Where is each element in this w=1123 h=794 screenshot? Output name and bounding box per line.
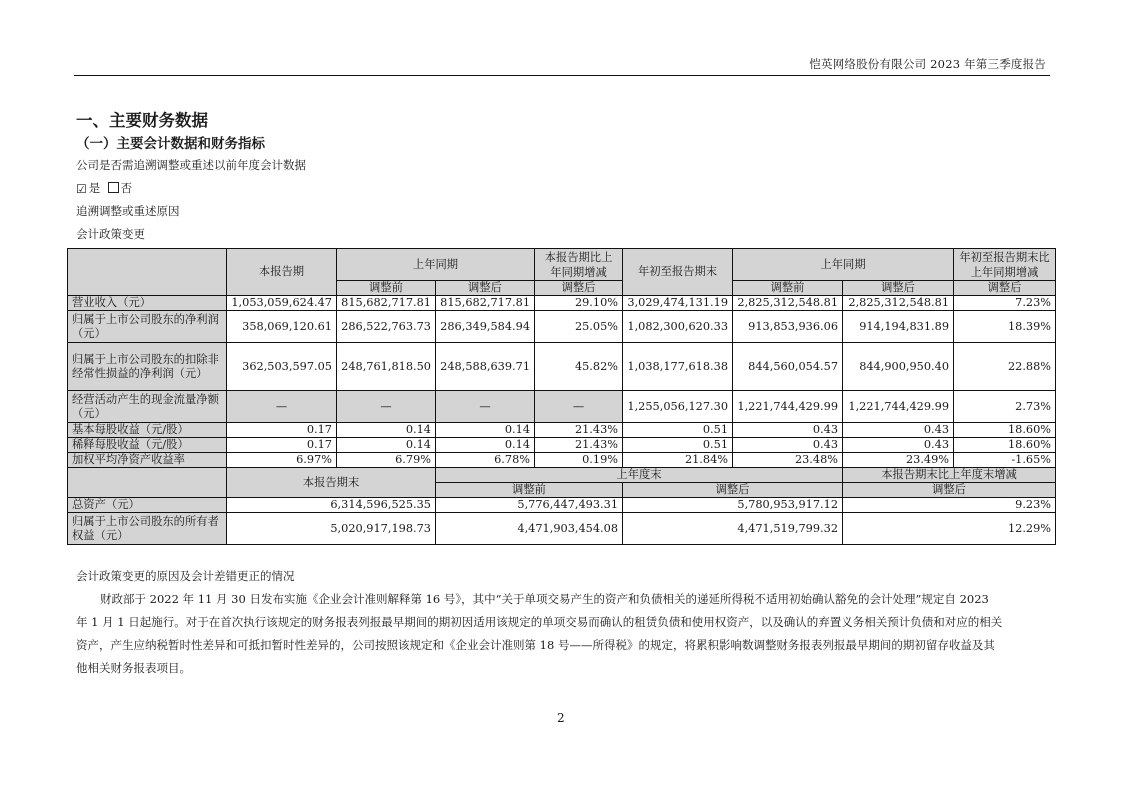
report-title: 恺英网络股份有限公司 2023 年第三季度报告 <box>809 57 1046 71</box>
cell-value: 0.14 <box>436 423 535 438</box>
row-label: 经营活动产生的现金流量净额（元） <box>68 391 227 423</box>
cell-value: 914,194,831.89 <box>843 311 954 343</box>
cell-value: — <box>227 391 337 423</box>
cell-value: 9.23% <box>843 498 1056 513</box>
cell-value: 7.23% <box>954 296 1056 311</box>
row-label: 加权平均净资产收益率 <box>68 453 227 468</box>
section-heading: 一、主要财务数据 <box>76 111 208 130</box>
restatement-options <box>76 180 132 196</box>
table-row <box>68 498 1056 513</box>
table-row <box>68 513 1056 545</box>
yes-label: 是 <box>88 181 101 195</box>
header-change-current: 本报告期比上年同期增减 <box>535 249 623 281</box>
restatement-question: 公司是否需追溯调整或重述以前年度会计数据 <box>76 158 306 172</box>
cell-value: 21.43% <box>535 423 623 438</box>
row-label: 基本每股收益（元/股） <box>68 423 227 438</box>
header-change-ytd: 年初至报告期末比上年同期增减 <box>954 249 1056 281</box>
explanation-title: 会计政策变更的原因及会计差错更正的情况 <box>76 569 295 583</box>
cell-value: 0.17 <box>227 438 337 453</box>
header-after-adj: 调整后 <box>436 281 535 296</box>
cell-value: 18.60% <box>954 438 1056 453</box>
cell-value: 2,825,312,548.81 <box>733 296 843 311</box>
cell-value: 21.84% <box>623 453 733 468</box>
page-number: 2 <box>557 711 565 725</box>
yes-checkbox[interactable]: ☑ <box>76 182 87 196</box>
header-after-adj: 调整后 <box>843 281 954 296</box>
cell-value: 358,069,120.61 <box>227 311 337 343</box>
cell-value: 1,053,059,624.47 <box>227 296 337 311</box>
row-label: 归属于上市公司股东的扣除非经常性损益的净利润（元） <box>68 343 227 391</box>
table-row <box>68 453 1056 468</box>
cell-value: 0.51 <box>623 423 733 438</box>
restatement-reason-label: 追溯调整或重述原因 <box>76 204 180 218</box>
cell-value: 0.17 <box>227 423 337 438</box>
cell-value: 4,471,519,799.32 <box>623 513 843 545</box>
header-change-year-end: 本报告期末比上年度末增减 <box>843 468 1056 483</box>
cell-value: 1,082,300,620.33 <box>623 311 733 343</box>
cell-value: — <box>535 391 623 423</box>
cell-value: 5,780,953,917.12 <box>623 498 843 513</box>
cell-value: 22.88% <box>954 343 1056 391</box>
row-label: 营业收入（元） <box>68 296 227 311</box>
cell-value: 6.78% <box>436 453 535 468</box>
cell-value: 6.79% <box>337 453 436 468</box>
restatement-reason-value: 会计政策变更 <box>76 227 145 241</box>
cell-value: 0.51 <box>623 438 733 453</box>
subsection-heading: （一）主要会计数据和财务指标 <box>76 136 265 152</box>
cell-value: 286,349,584.94 <box>436 311 535 343</box>
cell-value: 1,255,056,127.30 <box>623 391 733 423</box>
cell-value: 0.14 <box>337 438 436 453</box>
financial-data-table <box>67 248 1056 545</box>
cell-value: 0.43 <box>733 438 843 453</box>
cell-value: -1.65% <box>954 453 1056 468</box>
cell-value: 6.97% <box>227 453 337 468</box>
header-after-adj: 调整后 <box>623 483 843 498</box>
cell-value: 18.39% <box>954 311 1056 343</box>
cell-value: 23.49% <box>843 453 954 468</box>
cell-value: 25.05% <box>535 311 623 343</box>
header-period-end: 本报告期末 <box>227 468 436 498</box>
row-label: 归属于上市公司股东的净利润（元） <box>68 311 227 343</box>
cell-value: 0.43 <box>843 438 954 453</box>
cell-value: 0.19% <box>535 453 623 468</box>
header-prior-same-period: 上年同期 <box>337 249 535 281</box>
cell-value: 0.43 <box>843 423 954 438</box>
header-before-adj: 调整前 <box>436 483 623 498</box>
explanation <box>76 565 1046 680</box>
row-label: 总资产（元） <box>68 498 227 513</box>
no-checkbox[interactable] <box>108 182 119 193</box>
page-header <box>74 56 1050 76</box>
row-label: 稀释每股收益（元/股） <box>68 438 227 453</box>
explanation-line: 年 1 月 1 日起施行。对于在首次执行该规定的财务报表列报最早期间的期初因适用该规定的单项交易而确认的租赁负债和使用权资产，以及确认的弃置义务相关预计负债和对应的相关 <box>76 615 1003 629</box>
header-current-period: 本报告期 <box>227 249 337 296</box>
row-label: 归属于上市公司股东的所有者权益（元） <box>68 513 227 545</box>
cell-value: 18.60% <box>954 423 1056 438</box>
cell-value: 2.73% <box>954 391 1056 423</box>
header-blank <box>68 468 227 498</box>
explanation-line: 他相关财务报表项目。 <box>76 661 191 675</box>
cell-value: 5,020,917,198.73 <box>227 513 436 545</box>
cell-value: 1,221,744,429.99 <box>733 391 843 423</box>
cell-value: 2,825,312,548.81 <box>843 296 954 311</box>
explanation-line: 财政部于 2022 年 11 月 30 日发布实施《企业会计准则解释第 16 号》，其中“关于单项交易产生的资产和负债相关的递延所得税不适用初始确认豁免的会计处理”规定自 2023 <box>100 592 989 606</box>
cell-value: 0.43 <box>733 423 843 438</box>
cell-value: 844,560,054.57 <box>733 343 843 391</box>
cell-value: 23.48% <box>733 453 843 468</box>
table-row <box>68 438 1056 453</box>
table-row <box>68 296 1056 311</box>
no-label: 否 <box>120 181 133 195</box>
cell-value: 29.10% <box>535 296 623 311</box>
cell-value: 913,853,936.06 <box>733 311 843 343</box>
header-before-adj: 调整前 <box>337 281 436 296</box>
cell-value: 12.29% <box>843 513 1056 545</box>
header-before-adj: 调整前 <box>733 281 843 296</box>
cell-value: 1,038,177,618.38 <box>623 343 733 391</box>
header-change-after-adj: 调整后 <box>843 483 1056 498</box>
cell-value: 21.43% <box>535 438 623 453</box>
cell-value: 5,776,447,493.31 <box>436 498 623 513</box>
table-row <box>68 311 1056 343</box>
cell-value: — <box>436 391 535 423</box>
header-blank <box>68 249 227 296</box>
cell-value: 3,029,474,131.19 <box>623 296 733 311</box>
cell-value: 0.14 <box>337 423 436 438</box>
table-row <box>68 343 1056 391</box>
cell-value: 815,682,717.81 <box>436 296 535 311</box>
cell-value: 0.14 <box>436 438 535 453</box>
cell-value: 6,314,596,525.35 <box>227 498 436 513</box>
header-after-adj: 调整后 <box>535 281 623 296</box>
table-row <box>68 391 1056 423</box>
cell-value: 1,221,744,429.99 <box>843 391 954 423</box>
cell-value: 4,471,903,454.08 <box>436 513 623 545</box>
header-after-adj: 调整后 <box>954 281 1056 296</box>
cell-value: 844,900,950.40 <box>843 343 954 391</box>
cell-value: 248,761,818.50 <box>337 343 436 391</box>
cell-value: — <box>337 391 436 423</box>
explanation-line: 资产，产生应纳税暂时性差异和可抵扣暂时性差异的，公司按照该规定和《企业会计准则第 18 号——所得税》的规定，将累积影响数调整财务报表列报最早期间的期初留存收益及其 <box>76 638 995 652</box>
cell-value: 815,682,717.81 <box>337 296 436 311</box>
cell-value: 248,588,639.71 <box>436 343 535 391</box>
header-ytd: 年初至报告期末 <box>623 249 733 296</box>
header-prior-same-period-ytd: 上年同期 <box>733 249 954 281</box>
cell-value: 286,522,763.73 <box>337 311 436 343</box>
table-row <box>68 423 1056 438</box>
cell-value: 45.82% <box>535 343 623 391</box>
header-prior-year-end: 上年度末 <box>436 468 843 483</box>
cell-value: 362,503,597.05 <box>227 343 337 391</box>
